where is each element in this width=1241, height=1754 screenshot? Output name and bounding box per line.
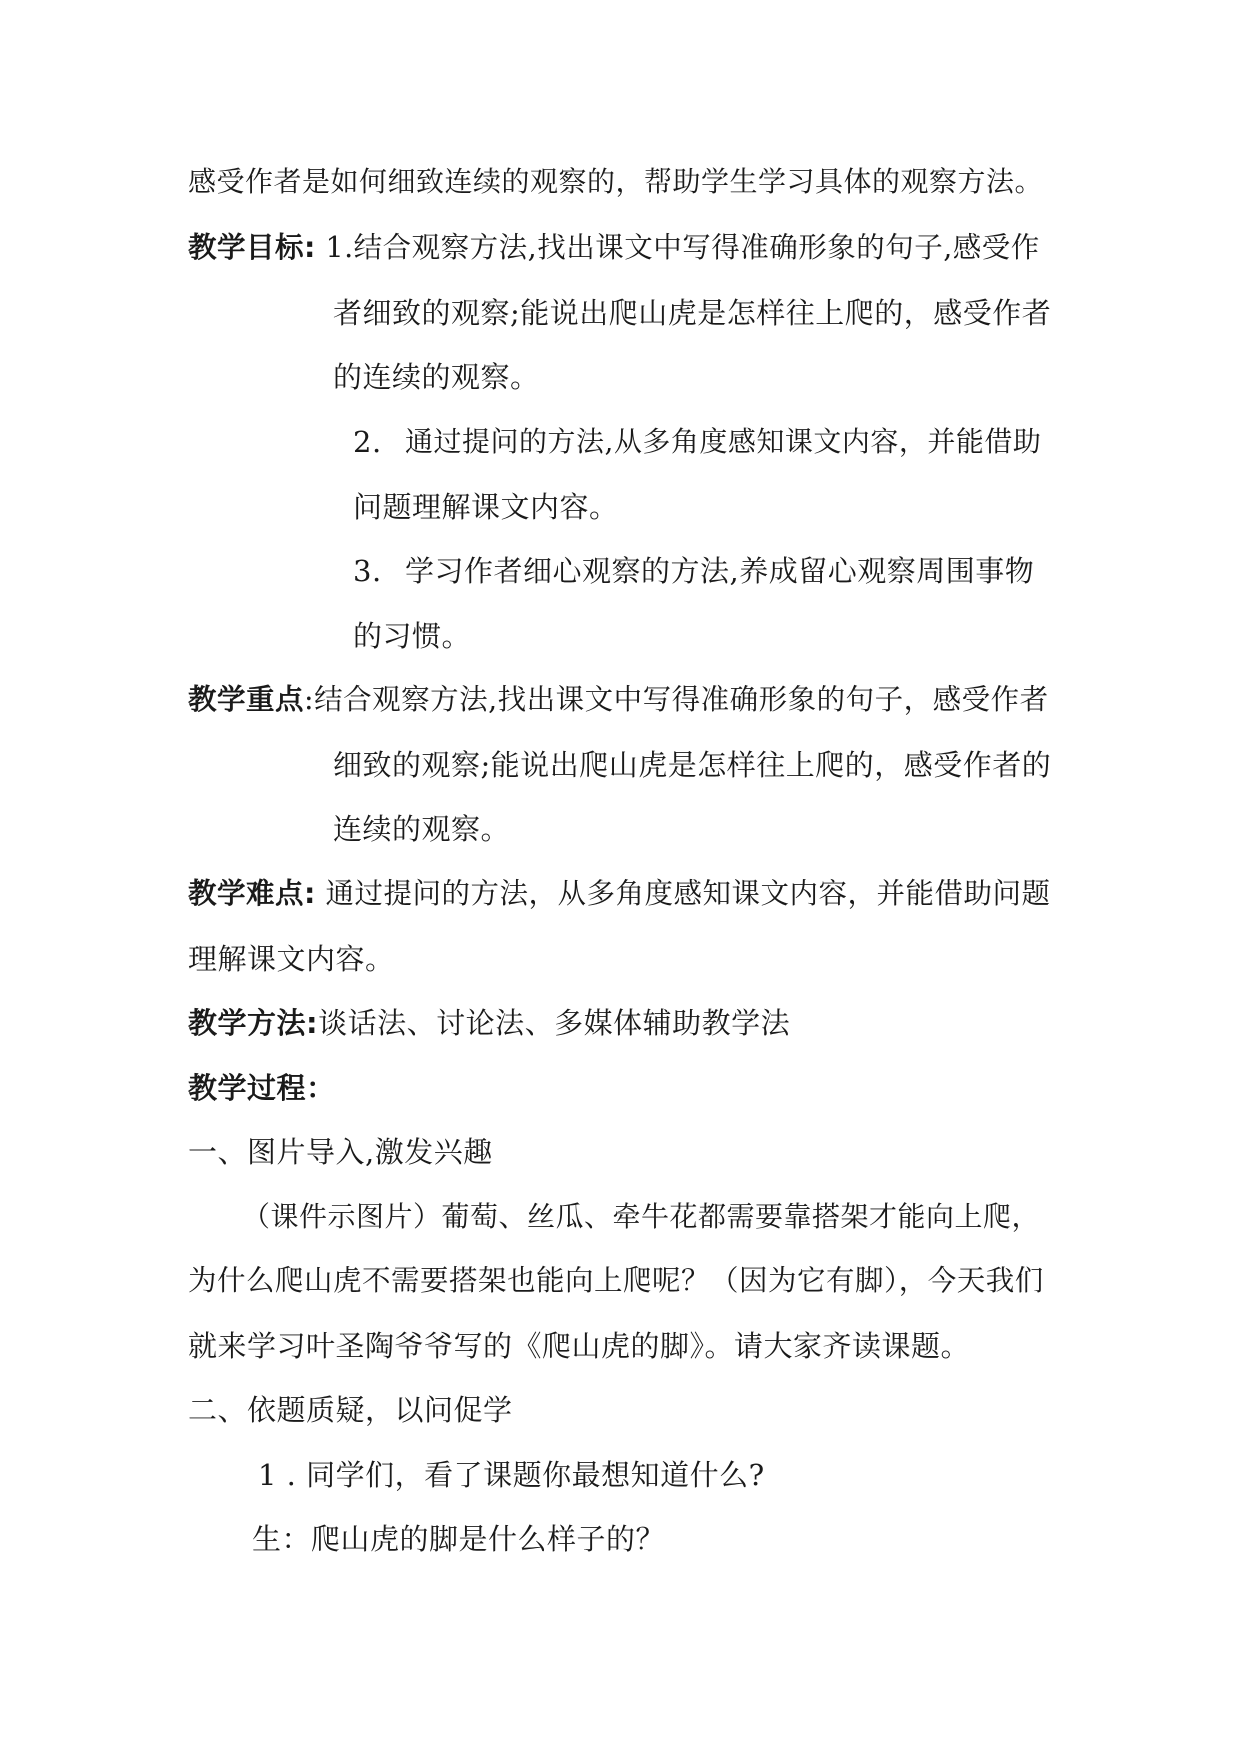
section-1-paragraph-line-2: 为什么爬山虎不需要搭架也能向上爬呢？（因为它有脚），今天我们 [188,1264,1044,1297]
key-points-text-1: 结合观察方法,找出课文中写得准确形象的句子，感受作者 [314,683,1049,716]
key-points-line-3: 连续的观察。 [333,812,511,846]
answer-1: 生：爬山虎的脚是什么样子的？ [252,1522,666,1556]
question-1: 1 . 同学们，看了课题你最想知道什么? [258,1458,765,1492]
objective-1-line-2: 者细致的观察;能说出爬山虎是怎样往上爬的，感受作者 [333,296,1052,330]
process-heading: 教学过程： [188,1071,336,1105]
key-points-line-1 [188,680,1049,720]
difficulties-line-1 [188,874,1050,914]
section-1-paragraph-line-3: 就来学习叶圣陶爷爷写的《爬山虎的脚》。请大家齐读课题。 [188,1329,971,1363]
objective-2-number: 2. [353,425,382,459]
section-2-title: 二、依题质疑，以问促学 [188,1393,513,1427]
objective-2-line-2: 问题理解课文内容。 [353,490,619,524]
difficulties-label: 教学难点 [188,877,305,910]
methods-line [188,1003,790,1043]
difficulties-sep: : [304,877,316,910]
objective-2-line-1: 通过提问的方法,从多角度感知课文内容，并能借助 [405,425,1042,458]
objective-3-line-1: 学习作者细心观察的方法,养成留心观察周围事物 [405,554,1035,588]
key-points-line-2: 细致的观察;能说出爬山虎是怎样往上爬的，感受作者的 [333,748,1052,782]
methods-sep: : [306,1006,319,1040]
section-1-title: 一、图片导入,激发兴趣 [188,1135,493,1169]
methods-label: 教学方法 [188,1006,307,1040]
intro-line: 感受作者是如何细致连续的观察的，帮助学生学习具体的观察方法。 [188,165,1044,198]
difficulties-text-1: 通过提问的方法，从多角度感知课文内容，并能借助问题 [315,877,1051,910]
objective-1-line-3: 的连续的观察。 [333,360,540,394]
difficulties-line-2: 理解课文内容。 [188,942,395,976]
objective-3-number: 3. [353,554,382,588]
key-points-label: 教学重点 [188,683,305,716]
section-1-paragraph-line-1: （课件示图片）葡萄、丝瓜、牵牛花都需要靠搭架才能向上爬， [242,1200,1041,1233]
objective-1-line-1: 1.结合观察方法,找出课文中写得准确形象的句子,感受作 [315,231,1040,264]
key-points-sep: : [304,683,315,716]
objectives-label: 教学目标 [188,231,305,264]
objectives-line-1 [188,228,1040,268]
methods-text: 谈话法、讨论法、多媒体辅助教学法 [318,1006,791,1040]
objectives-sep: : [304,231,316,264]
objective-3-line-2: 的习惯。 [353,619,472,653]
